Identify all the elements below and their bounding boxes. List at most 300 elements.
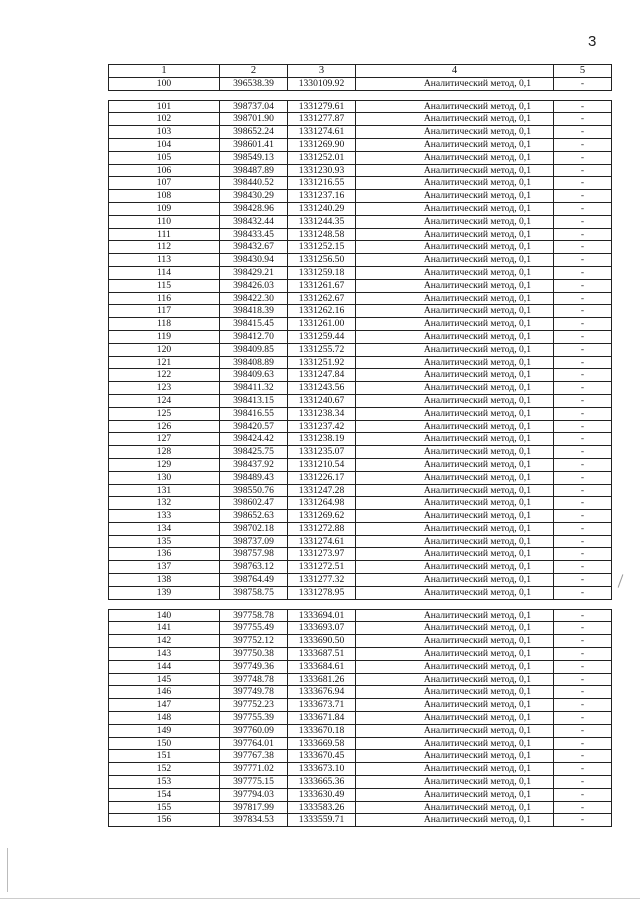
note-cell: - [554,622,612,635]
point-number-cell: 134 [109,522,220,535]
point-number-cell: 124 [109,394,220,407]
coord-y-cell: 1331272.51 [288,561,356,574]
method-cell: Аналитический метод, 0,1 [356,561,554,574]
coord-x-cell: 397771.02 [220,763,288,776]
coordinates-table [108,64,612,827]
coord-x-cell: 397817.99 [220,801,288,814]
method-cell: Аналитический метод, 0,1 [356,254,554,267]
coord-y-cell: 1331247.84 [288,369,356,382]
table-row [109,241,612,254]
table-row [109,228,612,241]
table-row [109,190,612,203]
group-separator-row [109,599,612,609]
table-row [109,202,612,215]
separator-cell [109,90,220,100]
note-cell: - [554,763,612,776]
coord-x-cell: 398433.45 [220,228,288,241]
note-cell: - [554,724,612,737]
note-cell: - [554,228,612,241]
note-cell: - [554,279,612,292]
point-number-cell: 139 [109,586,220,599]
table-row [109,622,612,635]
coord-x-cell: 398409.85 [220,343,288,356]
note-cell: - [554,305,612,318]
point-number-cell: 102 [109,113,220,126]
note-cell: - [554,635,612,648]
coord-x-cell: 398437.92 [220,458,288,471]
table-row [109,724,612,737]
coord-y-cell: 1331277.32 [288,574,356,587]
note-cell: - [554,712,612,725]
coord-y-cell: 1333670.18 [288,724,356,737]
table-row [109,77,612,90]
table-row [109,737,612,750]
point-number-cell: 130 [109,471,220,484]
method-cell: Аналитический метод, 0,1 [356,279,554,292]
coord-y-cell: 1331237.42 [288,420,356,433]
group-separator-row [109,90,612,100]
method-cell: Аналитический метод, 0,1 [356,484,554,497]
note-cell: - [554,548,612,561]
separator-cell [288,90,356,100]
method-cell: Аналитический метод, 0,1 [356,394,554,407]
page-number: 3 [588,33,597,50]
point-number-cell: 137 [109,561,220,574]
note-cell: - [554,660,612,673]
separator-cell [109,599,220,609]
point-number-cell: 143 [109,648,220,661]
method-cell: Аналитический метод, 0,1 [356,113,554,126]
point-number-cell: 146 [109,686,220,699]
point-number-cell: 145 [109,673,220,686]
table-row [109,712,612,725]
coord-y-cell: 1331252.01 [288,151,356,164]
note-cell: - [554,330,612,343]
coord-x-cell: 398413.15 [220,394,288,407]
table-row [109,369,612,382]
method-cell: Аналитический метод, 0,1 [356,471,554,484]
coord-y-cell: 1331252.15 [288,241,356,254]
table-row [109,215,612,228]
coord-y-cell: 1333694.01 [288,609,356,622]
coord-y-cell: 1331269.90 [288,138,356,151]
method-cell: Аналитический метод, 0,1 [356,420,554,433]
note-cell: - [554,177,612,190]
note-cell: - [554,574,612,587]
coord-y-cell: 1331261.00 [288,318,356,331]
method-cell: Аналитический метод, 0,1 [356,356,554,369]
note-cell: - [554,586,612,599]
coord-x-cell: 398412.70 [220,330,288,343]
point-number-cell: 151 [109,750,220,763]
note-cell: - [554,266,612,279]
table-row [109,394,612,407]
coord-y-cell: 1331210.54 [288,458,356,471]
table-row [109,814,612,827]
coord-x-cell: 398489.43 [220,471,288,484]
separator-cell [288,599,356,609]
table-row [109,609,612,622]
note-cell: - [554,699,612,712]
coord-y-cell: 1333687.51 [288,648,356,661]
point-number-cell: 135 [109,535,220,548]
coord-y-cell: 1331243.56 [288,382,356,395]
coord-y-cell: 1333670.45 [288,750,356,763]
table-row [109,750,612,763]
coord-x-cell: 398430.29 [220,190,288,203]
table-row [109,254,612,267]
coord-y-cell: 1331259.44 [288,330,356,343]
margin-mark [618,574,624,587]
note-cell: - [554,801,612,814]
point-number-cell: 144 [109,660,220,673]
table-row [109,330,612,343]
table-row [109,164,612,177]
coord-y-cell: 1333583.26 [288,801,356,814]
coord-y-cell: 1330109.92 [288,77,356,90]
table-row [109,574,612,587]
coord-x-cell: 398428.96 [220,202,288,215]
point-number-cell: 148 [109,712,220,725]
coord-x-cell: 397767.38 [220,750,288,763]
note-cell: - [554,446,612,459]
coord-y-cell: 1333690.50 [288,635,356,648]
header-point-number: 1 [109,65,220,78]
coord-y-cell: 1331248.58 [288,228,356,241]
coord-x-cell: 398429.21 [220,266,288,279]
table-row [109,420,612,433]
header-note: 5 [554,65,612,78]
point-number-cell: 114 [109,266,220,279]
point-number-cell: 121 [109,356,220,369]
coord-x-cell: 398430.94 [220,254,288,267]
point-number-cell: 147 [109,699,220,712]
separator-cell [554,90,612,100]
method-cell: Аналитический метод, 0,1 [356,510,554,523]
point-number-cell: 152 [109,763,220,776]
note-cell: - [554,535,612,548]
note-cell: - [554,673,612,686]
table-row [109,763,612,776]
note-cell: - [554,648,612,661]
point-number-cell: 104 [109,138,220,151]
coord-x-cell: 397834.53 [220,814,288,827]
method-cell: Аналитический метод, 0,1 [356,228,554,241]
point-number-cell: 106 [109,164,220,177]
note-cell: - [554,814,612,827]
coord-y-cell: 1331274.61 [288,126,356,139]
coord-y-cell: 1331272.88 [288,522,356,535]
header-coord-y: 3 [288,65,356,78]
method-cell: Аналитический метод, 0,1 [356,77,554,90]
coord-y-cell: 1331247.28 [288,484,356,497]
coord-y-cell: 1331262.67 [288,292,356,305]
point-number-cell: 120 [109,343,220,356]
method-cell: Аналитический метод, 0,1 [356,241,554,254]
coord-x-cell: 397748.78 [220,673,288,686]
point-number-cell: 105 [109,151,220,164]
table-row [109,484,612,497]
point-number-cell: 119 [109,330,220,343]
point-number-cell: 107 [109,177,220,190]
method-cell: Аналитический метод, 0,1 [356,382,554,395]
note-cell: - [554,561,612,574]
point-number-cell: 131 [109,484,220,497]
method-cell: Аналитический метод, 0,1 [356,635,554,648]
method-cell: Аналитический метод, 0,1 [356,535,554,548]
method-cell: Аналитический метод, 0,1 [356,343,554,356]
method-cell: Аналитический метод, 0,1 [356,586,554,599]
point-number-cell: 127 [109,433,220,446]
coord-y-cell: 1331251.92 [288,356,356,369]
coord-x-cell: 398601.41 [220,138,288,151]
point-number-cell: 154 [109,788,220,801]
coord-x-cell: 398432.67 [220,241,288,254]
note-cell: - [554,190,612,203]
method-cell: Аналитический метод, 0,1 [356,215,554,228]
method-cell: Аналитический метод, 0,1 [356,548,554,561]
coord-x-cell: 396538.39 [220,77,288,90]
table-row [109,266,612,279]
coord-x-cell: 398424.42 [220,433,288,446]
note-cell: - [554,458,612,471]
table-row [109,279,612,292]
method-cell: Аналитический метод, 0,1 [356,763,554,776]
method-cell: Аналитический метод, 0,1 [356,522,554,535]
method-cell: Аналитический метод, 0,1 [356,648,554,661]
note-cell: - [554,369,612,382]
table-row [109,673,612,686]
point-number-cell: 118 [109,318,220,331]
coord-y-cell: 1331274.61 [288,535,356,548]
method-cell: Аналитический метод, 0,1 [356,497,554,510]
coord-x-cell: 398737.04 [220,100,288,113]
note-cell: - [554,382,612,395]
note-cell: - [554,202,612,215]
note-cell: - [554,318,612,331]
coord-x-cell: 397794.03 [220,788,288,801]
table-header-row [109,65,612,78]
table-row [109,686,612,699]
table-row [109,522,612,535]
coord-x-cell: 398602.47 [220,497,288,510]
separator-cell [554,599,612,609]
point-number-cell: 101 [109,100,220,113]
table-row [109,151,612,164]
coord-x-cell: 398411.32 [220,382,288,395]
coord-y-cell: 1333630.49 [288,788,356,801]
coord-x-cell: 397760.09 [220,724,288,737]
table-row [109,100,612,113]
note-cell: - [554,788,612,801]
table-row [109,788,612,801]
coord-y-cell: 1331279.61 [288,100,356,113]
method-cell: Аналитический метод, 0,1 [356,712,554,725]
note-cell: - [554,343,612,356]
method-cell: Аналитический метод, 0,1 [356,724,554,737]
note-cell: - [554,77,612,90]
point-number-cell: 110 [109,215,220,228]
table-row [109,113,612,126]
coord-x-cell: 397755.39 [220,712,288,725]
table-row [109,535,612,548]
coord-y-cell: 1331235.07 [288,446,356,459]
coord-y-cell: 1331237.16 [288,190,356,203]
note-cell: - [554,471,612,484]
coord-x-cell: 397750.38 [220,648,288,661]
coord-y-cell: 1333673.71 [288,699,356,712]
separator-cell [356,90,554,100]
coord-x-cell: 398758.75 [220,586,288,599]
method-cell: Аналитический метод, 0,1 [356,776,554,789]
coord-y-cell: 1331240.29 [288,202,356,215]
method-cell: Аналитический метод, 0,1 [356,446,554,459]
note-cell: - [554,100,612,113]
coord-y-cell: 1331244.35 [288,215,356,228]
coord-y-cell: 1331269.62 [288,510,356,523]
point-number-cell: 133 [109,510,220,523]
note-cell: - [554,151,612,164]
coord-x-cell: 397752.12 [220,635,288,648]
table-row [109,126,612,139]
note-cell: - [554,138,612,151]
coord-y-cell: 1331230.93 [288,164,356,177]
coord-y-cell: 1331278.95 [288,586,356,599]
coord-x-cell: 398420.57 [220,420,288,433]
table-row [109,648,612,661]
table-row [109,343,612,356]
method-cell: Аналитический метод, 0,1 [356,699,554,712]
method-cell: Аналитический метод, 0,1 [356,458,554,471]
coord-y-cell: 1331277.87 [288,113,356,126]
coord-x-cell: 398487.89 [220,164,288,177]
method-cell: Аналитический метод, 0,1 [356,292,554,305]
point-number-cell: 140 [109,609,220,622]
note-cell: - [554,609,612,622]
table-row [109,801,612,814]
point-number-cell: 109 [109,202,220,215]
coord-x-cell: 398702.18 [220,522,288,535]
note-cell: - [554,126,612,139]
coord-x-cell: 398432.44 [220,215,288,228]
table-row [109,660,612,673]
note-cell: - [554,497,612,510]
point-number-cell: 115 [109,279,220,292]
point-number-cell: 150 [109,737,220,750]
coord-x-cell: 398763.12 [220,561,288,574]
table-row [109,382,612,395]
table-row [109,356,612,369]
table-row [109,497,612,510]
coord-y-cell: 1333693.07 [288,622,356,635]
table-row [109,458,612,471]
coord-x-cell: 398408.89 [220,356,288,369]
coord-y-cell: 1331262.16 [288,305,356,318]
method-cell: Аналитический метод, 0,1 [356,788,554,801]
point-number-cell: 123 [109,382,220,395]
method-cell: Аналитический метод, 0,1 [356,151,554,164]
point-number-cell: 116 [109,292,220,305]
point-number-cell: 156 [109,814,220,827]
point-number-cell: 103 [109,126,220,139]
coord-x-cell: 397749.36 [220,660,288,673]
table-row [109,305,612,318]
table-row [109,548,612,561]
coord-y-cell: 1333559.71 [288,814,356,827]
method-cell: Аналитический метод, 0,1 [356,574,554,587]
page-bottom-line [0,898,640,899]
note-cell: - [554,407,612,420]
coord-y-cell: 1331261.67 [288,279,356,292]
note-cell: - [554,394,612,407]
note-cell: - [554,356,612,369]
point-number-cell: 142 [109,635,220,648]
point-number-cell: 153 [109,776,220,789]
coord-x-cell: 398440.52 [220,177,288,190]
method-cell: Аналитический метод, 0,1 [356,305,554,318]
coord-y-cell: 1331255.72 [288,343,356,356]
table-row [109,292,612,305]
coord-x-cell: 397758.78 [220,609,288,622]
point-number-cell: 100 [109,77,220,90]
method-cell: Аналитический метод, 0,1 [356,622,554,635]
coord-y-cell: 1333669.58 [288,737,356,750]
coord-x-cell: 398416.55 [220,407,288,420]
point-number-cell: 149 [109,724,220,737]
method-cell: Аналитический метод, 0,1 [356,318,554,331]
table-body [109,77,612,826]
coord-x-cell: 398418.39 [220,305,288,318]
coord-x-cell: 397775.15 [220,776,288,789]
coord-y-cell: 1331240.67 [288,394,356,407]
point-number-cell: 117 [109,305,220,318]
coord-x-cell: 397764.01 [220,737,288,750]
method-cell: Аналитический метод, 0,1 [356,177,554,190]
point-number-cell: 141 [109,622,220,635]
note-cell: - [554,686,612,699]
note-cell: - [554,113,612,126]
coord-x-cell: 398426.03 [220,279,288,292]
note-cell: - [554,484,612,497]
point-number-cell: 128 [109,446,220,459]
table-row [109,446,612,459]
method-cell: Аналитический метод, 0,1 [356,686,554,699]
coord-x-cell: 398550.76 [220,484,288,497]
point-number-cell: 136 [109,548,220,561]
coord-y-cell: 1331238.19 [288,433,356,446]
coord-y-cell: 1333665.36 [288,776,356,789]
method-cell: Аналитический метод, 0,1 [356,814,554,827]
table-row [109,586,612,599]
coord-x-cell: 398422.30 [220,292,288,305]
coord-x-cell: 397749.78 [220,686,288,699]
coord-y-cell: 1333676.94 [288,686,356,699]
method-cell: Аналитический метод, 0,1 [356,100,554,113]
separator-cell [356,599,554,609]
coord-y-cell: 1333681.26 [288,673,356,686]
point-number-cell: 111 [109,228,220,241]
note-cell: - [554,737,612,750]
point-number-cell: 112 [109,241,220,254]
coord-x-cell: 398549.13 [220,151,288,164]
margin-line [7,848,8,892]
method-cell: Аналитический метод, 0,1 [356,750,554,763]
coord-x-cell: 397755.49 [220,622,288,635]
method-cell: Аналитический метод, 0,1 [356,609,554,622]
coord-x-cell: 398652.63 [220,510,288,523]
note-cell: - [554,420,612,433]
point-number-cell: 113 [109,254,220,267]
